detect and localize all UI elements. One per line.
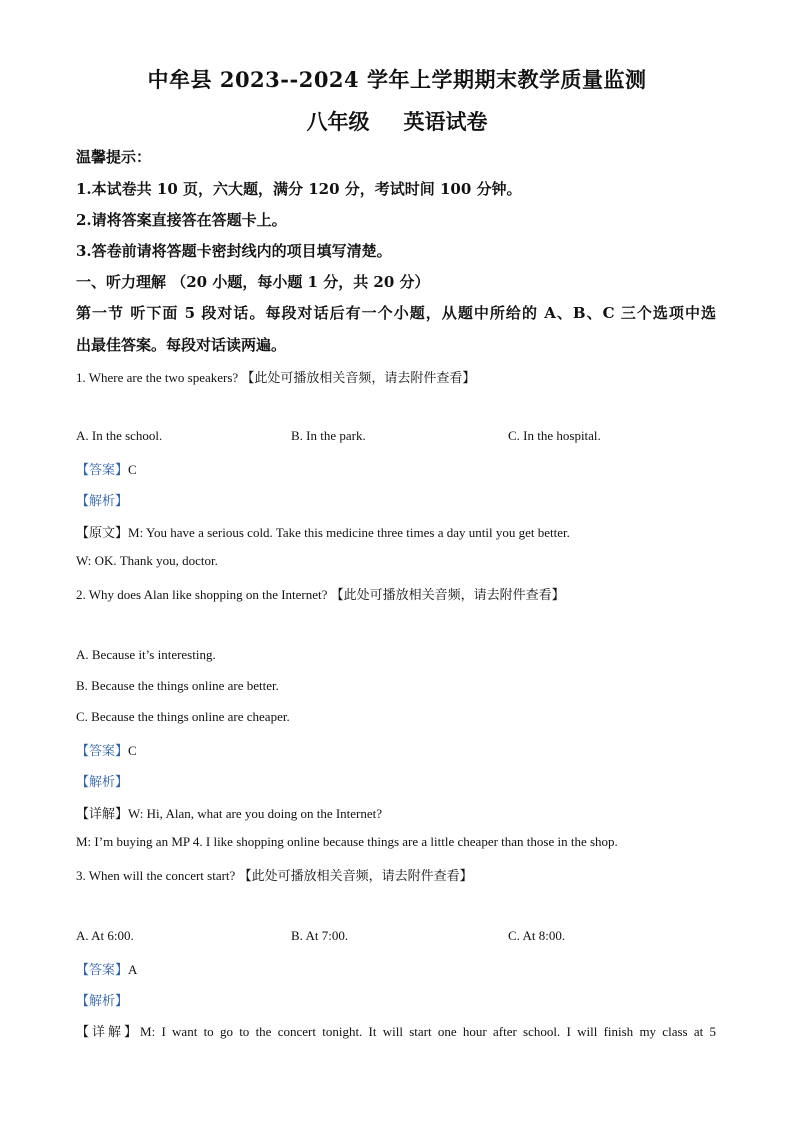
- question-1-script-1: 【原文】M: You have a serious cold. Take this medicine three times a day until you get better.: [76, 525, 570, 540]
- grade-label: 八年级: [306, 109, 370, 134]
- section-instruction-line2: 出最佳答案。每段对话读两遍。: [76, 336, 287, 354]
- question-2-stem: 2. Why does Alan like shopping on the Internet? 【此处可播放相关音频，请去附件查看】: [76, 587, 565, 602]
- question-1-option-c: C. In the hospital.: [508, 428, 601, 443]
- question-3-stem: 3. When will the concert start? 【此处可播放相关音频，请去附件查看】: [76, 868, 473, 883]
- question-3-option-c: C. At 8:00.: [508, 928, 566, 943]
- question-2-analysis-tag: 【解析】: [76, 774, 129, 789]
- subject-label: 英语试卷: [403, 109, 488, 134]
- script-tag: 【原文】: [76, 525, 129, 540]
- question-2-answer: 【答案】C: [76, 743, 137, 758]
- answer-value: C: [128, 462, 137, 477]
- notice-item-2: 2.请将答案直接答在答题卡上。: [76, 211, 287, 229]
- question-3-option-a: A. At 6:00.: [76, 928, 134, 943]
- question-1-answer: [76, 459, 137, 478]
- notice-item-1: 1.本试卷共 10 页，六大题，满分 120 分，考试时间 100 分钟。: [76, 180, 522, 198]
- question-1-stem: 1. Where are the two speakers? 【此处可播放相关音频，请去附件查看】: [76, 370, 476, 385]
- question-3-script-1: 【详解】M: I want to go to the concert tonight. It will start one hour after school. I will finish my class at 5: [76, 1024, 716, 1039]
- question-1-analysis-tag: 【解析】: [76, 493, 129, 508]
- question-2-option-a: A. Because it’s interesting.: [76, 647, 216, 662]
- question-2-script-1: 【详解】W: Hi, Alan, what are you doing on the Internet?: [76, 806, 383, 821]
- question-3-analysis-tag: 【解析】: [76, 993, 129, 1008]
- exam-subtitle: [0, 106, 794, 136]
- section-title: 一、听力理解 （20 小题，每小题 1 分，共 20 分）: [76, 273, 430, 291]
- question-1-option-a: A. In the school.: [76, 428, 163, 443]
- answer-tag: 【答案】: [76, 462, 129, 477]
- question-3-option-b: B. At 7:00.: [291, 928, 349, 943]
- notice-item-3: 3.答卷前请将答题卡密封线内的项目填写清楚。: [76, 242, 392, 260]
- question-2-option-b: B. Because the things online are better.: [76, 678, 279, 693]
- question-3-answer: 【答案】A: [76, 962, 138, 977]
- question-1-script-2: W: OK. Thank you, doctor.: [76, 553, 218, 568]
- exam-title: 中牟县 2023--2024 学年上学期期末教学质量监测: [147, 67, 647, 92]
- question-1-option-b: B. In the park.: [291, 428, 366, 443]
- question-2-script-2: M: I’m buying an MP 4. I like shopping online because things are a little cheaper than those in the shop.: [76, 834, 618, 849]
- section-instruction-line1: 第一节 听下面 5 段对话。每段对话后有一个小题，从题中所给的 A、B、C 三个选项中选: [76, 304, 716, 322]
- notice-heading: 温馨提示：: [76, 148, 152, 166]
- question-2-option-c: C. Because the things online are cheaper.: [76, 709, 290, 724]
